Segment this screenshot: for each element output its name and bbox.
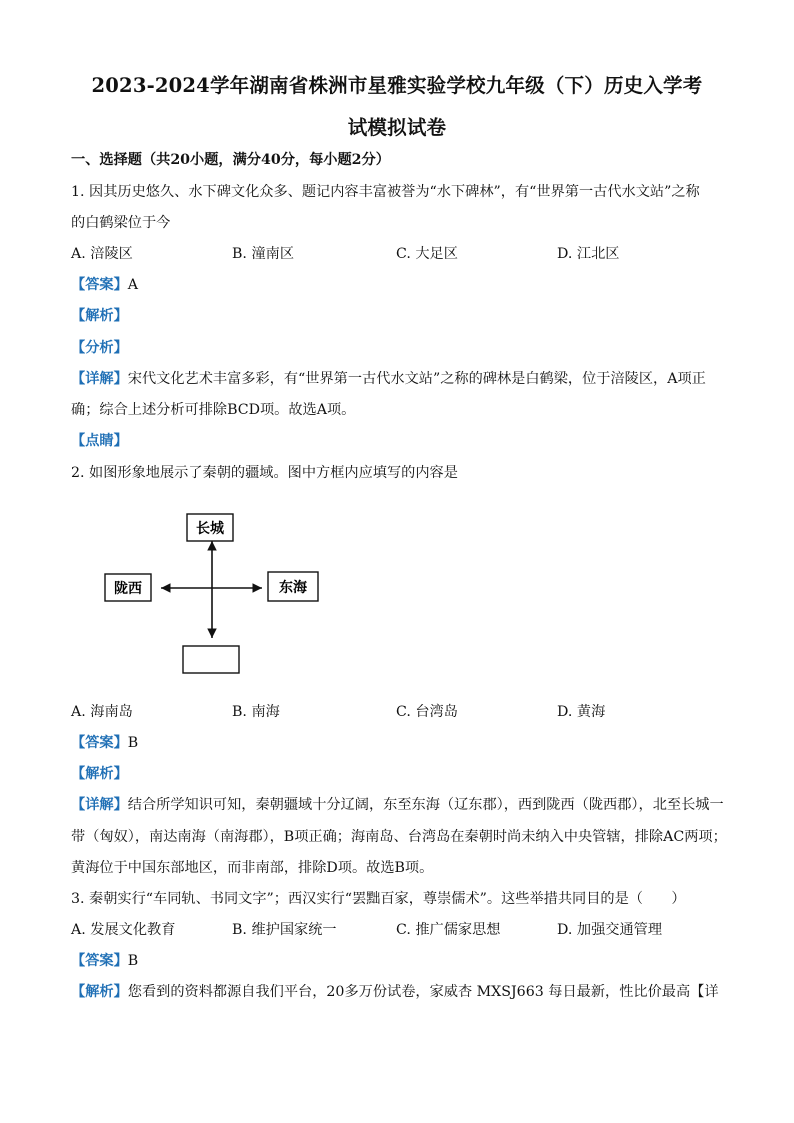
q3-analysis-text: 您看到的资料都源自我们平台，20多万份试卷，家威杏 MXSJ663 每日最新，性比价最高【详: [127, 984, 719, 1000]
q1-analysis-line: [71, 307, 128, 325]
analysis-label: 【解析】: [71, 308, 128, 324]
q1-option-c: C. 大足区: [396, 246, 458, 262]
analysis-label: 【解析】: [71, 766, 128, 782]
q1-dianjing-line: [71, 432, 128, 450]
section-heading: 一、选择题（共20小题，满分40分，每小题2分）: [71, 152, 390, 168]
q3-analysis-line: [71, 983, 719, 1001]
q2-stem: 2. 如图形象地展示了秦朝的疆域。图中方框内应填写的内容是: [71, 465, 458, 481]
q2-answer-value: B: [127, 735, 139, 751]
answer-label: 【答案】: [71, 735, 128, 751]
q3-answer-line: [71, 952, 138, 970]
box-south-blank: [183, 646, 239, 673]
q2-detail-line1: [71, 796, 724, 814]
q2-option-a: A. 海南岛: [71, 704, 133, 720]
q3-option-d: D. 加强交通管理: [557, 922, 663, 938]
q2-analysis-line: [71, 765, 128, 783]
q1-detail-text1: 宋代文化艺术丰富多彩，有“世界第一古代水文站”之称的碑林是白鹤梁，位于涪陵区，A项正: [127, 371, 706, 387]
detail-label: 【详解】: [71, 797, 128, 813]
box-east-label: 东海: [279, 580, 307, 596]
q3-option-c: C. 推广儒家思想: [396, 922, 501, 938]
answer-label: 【答案】: [71, 277, 128, 293]
q1-option-a: A. 涪陵区: [71, 246, 133, 262]
q3-stem: 3. 秦朝实行“车同轨、书同文字”；西汉实行“罢黜百家，尊崇儒术”。这些举措共同目的是（ ）: [71, 891, 686, 907]
fenxi-label: 【分析】: [71, 340, 128, 356]
box-west-label: 陇西: [114, 581, 142, 597]
q2-detail-text1: 结合所学知识可知，秦朝疆域十分辽阔，东至东海（辽东郡），西到陇西（陇西郡），北至长城一: [127, 797, 724, 813]
q3-option-b: B. 维护国家统一: [232, 922, 337, 938]
q2-detail-line3: 黄海位于中国东部地区，而非南部，排除D项。故选B项。: [71, 860, 434, 876]
dianjing-label: 【点睛】: [71, 433, 128, 449]
q2-answer-line: [71, 734, 138, 752]
doc-title-line2: 试模拟试卷: [347, 116, 447, 139]
q2-option-b: B. 南海: [232, 704, 280, 720]
answer-label: 【答案】: [71, 953, 128, 969]
q2-option-d: D. 黄海: [557, 704, 606, 720]
q2-option-c: C. 台湾岛: [396, 704, 458, 720]
q1-option-b: B. 潼南区: [232, 246, 295, 262]
q1-stem-line1: 1. 因其历史悠久、水下碑文化众多、题记内容丰富被誉为“水下碑林”，有“世界第一古代水文站”之称: [71, 184, 700, 200]
q3-answer-value: B: [127, 953, 139, 969]
analysis-label: 【解析】: [71, 984, 128, 1000]
qin-territory-diagram: [0, 506, 794, 706]
doc-title-line1: 2023-2024学年湖南省株洲市星雅实验学校九年级（下）历史入学考: [91, 74, 703, 97]
q1-answer-value: A: [127, 277, 139, 293]
detail-label: 【详解】: [71, 371, 128, 387]
q1-detail-line2: 确；综合上述分析可排除BCD项。故选A项。: [71, 402, 356, 418]
q3-option-a: A. 发展文化教育: [71, 922, 176, 938]
q1-fenxi-line: [71, 339, 128, 357]
q1-answer-line: [71, 276, 138, 294]
q1-detail-line1: [71, 370, 706, 388]
box-north-label: 长城: [196, 521, 224, 537]
q2-detail-line2: 带（匈奴），南达南海（南海郡），B项正确；海南岛、台湾岛在秦朝时尚未纳入中央管辖，排除AC两项；: [71, 829, 727, 845]
q1-option-d: D. 江北区: [557, 246, 620, 262]
q1-stem-line2: 的白鹤梁位于今: [71, 215, 171, 231]
